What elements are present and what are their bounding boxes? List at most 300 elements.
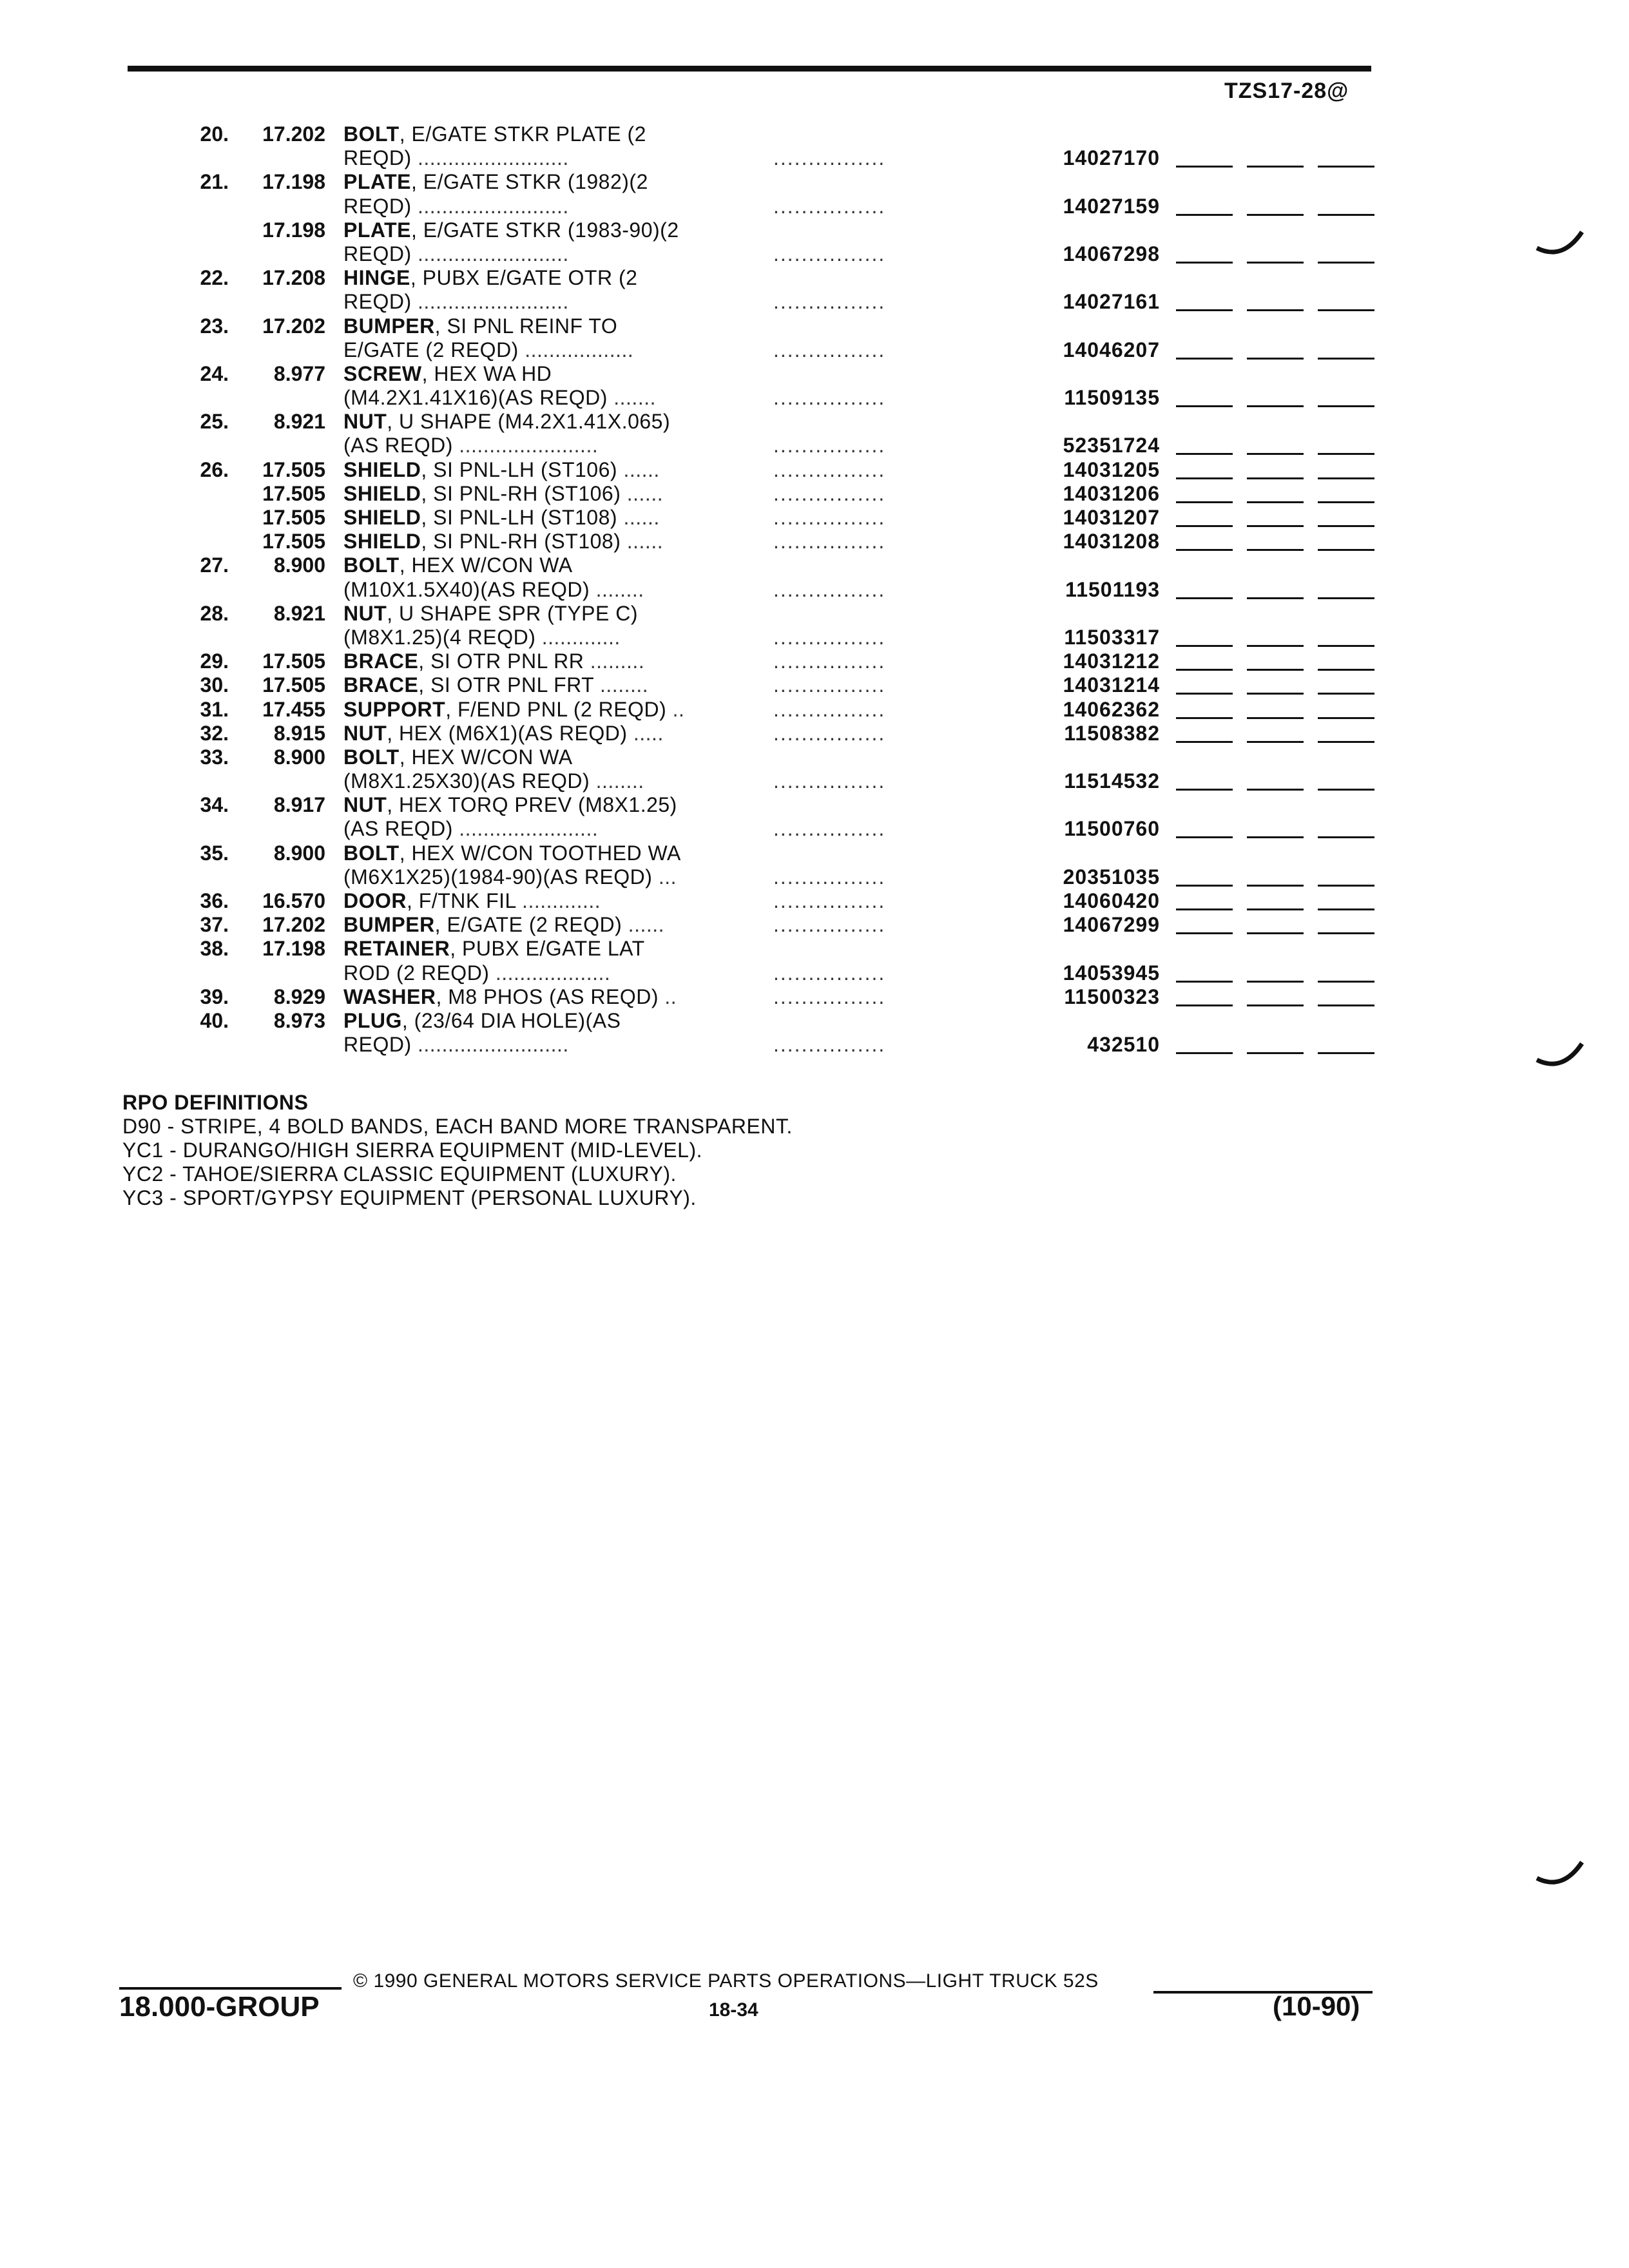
group-number: 17.455 — [262, 697, 325, 721]
blank-line — [1176, 309, 1233, 311]
part-row — [0, 649, 1629, 673]
rpo-line-yc3: YC3 - SPORT/GYPSY EQUIPMENT (PERSONAL LUXURY). — [122, 1186, 697, 1209]
part-description-cont: REQD) — [343, 1033, 412, 1057]
group-number: 17.208 — [262, 266, 325, 290]
blank-line — [1247, 309, 1304, 311]
blank-line — [1176, 932, 1233, 934]
part-detail: , SI PNL-LH (ST106) — [421, 457, 618, 481]
part-description-cont: (M8X1.25)(4 REQD) — [343, 625, 536, 649]
item-number: 25. — [200, 410, 229, 434]
dot-leader: ................ — [773, 817, 886, 841]
part-description — [343, 170, 746, 194]
blank-line — [1318, 908, 1374, 910]
part-number: 14027161 — [1063, 290, 1160, 314]
dot-leader: ................ — [773, 625, 886, 649]
part-name: NUT — [343, 721, 387, 745]
part-name: BUMPER — [343, 913, 435, 937]
quantity-blanks — [1176, 578, 1376, 602]
item-number: 29. — [200, 649, 229, 673]
blank-line — [1247, 358, 1304, 360]
page-code: TZS17-28@ — [1224, 79, 1349, 103]
part-name: BRACE — [343, 673, 419, 697]
part-row — [0, 1033, 1629, 1057]
part-description — [343, 218, 746, 242]
part-description — [343, 506, 746, 530]
group-number: 8.917 — [273, 793, 325, 817]
dot-leader: ................ — [773, 721, 886, 745]
part-name: NUT — [343, 601, 387, 625]
dot-leader: ........ — [590, 769, 644, 793]
part-description — [343, 1009, 746, 1033]
dot-leader: ............. — [516, 889, 601, 912]
part-row — [0, 530, 1629, 553]
group-number: 17.198 — [262, 218, 325, 242]
dot-leader: ........ — [593, 673, 649, 697]
part-row — [0, 913, 1629, 937]
top-rule — [128, 66, 1371, 72]
blank-line — [1176, 645, 1233, 647]
part-number: 11500323 — [1064, 985, 1160, 1008]
group-number: 8.929 — [273, 985, 325, 1008]
dot-leader: ......................... — [411, 146, 569, 170]
part-description-cont: REQD) — [343, 146, 412, 170]
part-description — [343, 649, 746, 673]
part-number: 14031212 — [1063, 649, 1160, 673]
part-description — [343, 961, 746, 985]
part-row — [0, 673, 1629, 697]
part-description — [343, 362, 746, 386]
part-number: 20351035 — [1063, 865, 1160, 889]
part-row — [0, 146, 1629, 170]
part-detail: , PUBX E/GATE LAT — [450, 937, 645, 961]
blank-line — [1247, 549, 1304, 551]
part-row — [0, 722, 1629, 745]
part-detail: , E/GATE (2 REQD) — [434, 913, 622, 937]
quantity-blanks — [1176, 817, 1376, 841]
dot-leader: ................... — [489, 961, 611, 985]
part-description — [343, 673, 746, 697]
part-row — [0, 458, 1629, 482]
item-number: 27. — [200, 553, 229, 577]
blank-line — [1176, 597, 1233, 599]
group-number: 8.900 — [273, 745, 325, 769]
dot-leader: ....................... — [452, 434, 599, 457]
part-row — [0, 793, 1629, 817]
dot-leader: ...... — [622, 913, 665, 937]
part-description-cont: (AS REQD) — [343, 817, 453, 841]
dot-leader: ................ — [773, 242, 886, 265]
part-row — [0, 170, 1629, 194]
blank-line — [1176, 885, 1233, 887]
blank-line — [1247, 908, 1304, 910]
group-number: 17.198 — [262, 170, 325, 194]
part-description — [343, 745, 746, 769]
group-number: 17.202 — [262, 314, 325, 338]
blank-line — [1176, 693, 1233, 695]
quantity-blanks — [1176, 913, 1376, 937]
part-row — [0, 122, 1629, 146]
part-description-cont: (M6X1X25)(1984-90)(AS REQD) — [343, 865, 653, 889]
blank-line — [1176, 358, 1233, 360]
part-number: 14067299 — [1063, 913, 1160, 937]
dot-leader: ................ — [773, 985, 886, 1008]
part-detail: , U SHAPE (M4.2X1.41X.065) — [387, 410, 671, 434]
quantity-blanks — [1176, 434, 1376, 457]
part-row — [0, 338, 1629, 362]
part-row — [0, 410, 1629, 434]
part-name: SCREW — [343, 361, 422, 385]
part-description-cont: REQD) — [343, 290, 412, 314]
quantity-blanks — [1176, 673, 1376, 697]
part-description — [343, 1033, 746, 1057]
blank-line — [1318, 525, 1374, 527]
blank-line — [1247, 262, 1304, 264]
quantity-blanks — [1176, 146, 1376, 170]
blank-line — [1176, 525, 1233, 527]
dot-leader: ................ — [773, 457, 886, 481]
part-name: DOOR — [343, 889, 407, 912]
rpo-line-yc2: YC2 - TAHOE/SIERRA CLASSIC EQUIPMENT (LUXURY). — [122, 1162, 677, 1186]
part-detail: , HEX W/CON WA — [399, 745, 573, 769]
blank-line — [1247, 453, 1304, 455]
part-detail: , SI OTR PNL RR — [418, 649, 584, 673]
dot-leader: ................ — [773, 649, 886, 673]
dot-leader: ................ — [773, 577, 886, 601]
part-name: PLUG — [343, 1008, 402, 1032]
dot-leader: ................ — [773, 697, 886, 721]
part-row — [0, 218, 1629, 242]
blank-line — [1176, 669, 1233, 671]
part-description-cont: ROD (2 REQD) — [343, 961, 490, 985]
part-row — [0, 769, 1629, 793]
part-description-cont: E/GATE (2 REQD) — [343, 338, 519, 361]
blank-line — [1176, 1052, 1233, 1054]
blank-line — [1318, 549, 1374, 551]
part-name: NUT — [343, 410, 387, 434]
part-description-cont: (M8X1.25X30)(AS REQD) — [343, 769, 590, 793]
dot-leader: ............. — [535, 625, 621, 649]
blank-line — [1176, 453, 1233, 455]
dot-leader: ......................... — [411, 290, 569, 314]
blank-line — [1247, 932, 1304, 934]
item-number: 23. — [200, 314, 229, 338]
part-description — [343, 913, 746, 937]
blank-line — [1318, 405, 1374, 407]
blank-line — [1176, 717, 1233, 719]
part-row — [0, 745, 1629, 769]
part-row — [0, 985, 1629, 1009]
part-number: 11514532 — [1064, 769, 1160, 793]
dot-leader: ..... — [627, 721, 664, 745]
blank-line — [1176, 789, 1233, 791]
part-name: BOLT — [343, 745, 400, 769]
dot-leader: ........ — [590, 577, 644, 601]
group-number: 8.977 — [273, 361, 325, 385]
blank-line — [1247, 166, 1304, 168]
part-detail: , F/TNK FIL — [407, 889, 516, 912]
blank-line — [1318, 477, 1374, 479]
blank-line — [1247, 981, 1304, 983]
part-name: WASHER — [343, 985, 436, 1008]
quantity-blanks — [1176, 985, 1376, 1009]
part-detail: , HEX WA HD — [421, 361, 552, 385]
part-row — [0, 1009, 1629, 1033]
part-row — [0, 434, 1629, 457]
part-description-cont: (M4.2X1.41X16)(AS REQD) — [343, 386, 608, 410]
part-name: SHIELD — [343, 457, 421, 481]
part-name: NUT — [343, 793, 387, 817]
part-description — [343, 626, 746, 649]
item-number: 24. — [200, 361, 229, 385]
part-name: HINGE — [343, 266, 410, 290]
dot-leader: .. — [666, 697, 685, 721]
blank-line — [1318, 885, 1374, 887]
part-name: BOLT — [343, 841, 400, 865]
quantity-blanks — [1176, 769, 1376, 793]
blank-line — [1318, 669, 1374, 671]
group-number: 8.973 — [273, 1008, 325, 1032]
part-row — [0, 362, 1629, 386]
part-name: SHIELD — [343, 530, 421, 553]
item-number: 28. — [200, 601, 229, 625]
dot-leader: ................ — [773, 889, 886, 912]
part-row — [0, 865, 1629, 889]
part-row — [0, 889, 1629, 913]
part-row — [0, 602, 1629, 626]
dot-leader: ....... — [607, 386, 656, 410]
part-description — [343, 314, 746, 338]
blank-line — [1318, 453, 1374, 455]
item-number: 34. — [200, 793, 229, 817]
blank-line — [1247, 501, 1304, 503]
blank-line — [1176, 836, 1233, 838]
blank-line — [1247, 645, 1304, 647]
dot-leader: ................ — [773, 865, 886, 889]
part-description-cont: REQD) — [343, 242, 412, 265]
group-number: 17.505 — [262, 673, 325, 697]
part-number: 11508382 — [1064, 721, 1160, 745]
dot-leader: ................ — [773, 194, 886, 218]
part-number: 14062362 — [1063, 697, 1160, 721]
part-name: SUPPORT — [343, 697, 446, 721]
binder-hole-mark-icon — [1534, 226, 1585, 264]
quantity-blanks — [1176, 458, 1376, 482]
part-description — [343, 410, 746, 434]
blank-line — [1247, 789, 1304, 791]
part-description — [343, 553, 746, 577]
group-number: 17.505 — [262, 530, 325, 553]
part-description — [343, 122, 746, 146]
blank-line — [1247, 1004, 1304, 1006]
item-number: 32. — [200, 721, 229, 745]
quantity-blanks — [1176, 482, 1376, 506]
part-detail: , SI OTR PNL FRT — [418, 673, 594, 697]
blank-line — [1176, 166, 1233, 168]
part-number: 14027159 — [1063, 194, 1160, 218]
dot-leader: ......... — [584, 649, 645, 673]
item-number: 31. — [200, 697, 229, 721]
blank-line — [1318, 741, 1374, 743]
quantity-blanks — [1176, 338, 1376, 362]
part-detail: , PUBX E/GATE OTR (2 — [410, 266, 638, 290]
part-row — [0, 698, 1629, 722]
blank-line — [1247, 1052, 1304, 1054]
part-row — [0, 841, 1629, 865]
dot-leader: ......................... — [411, 242, 569, 265]
item-number: 40. — [200, 1008, 229, 1032]
part-description-cont: REQD) — [343, 194, 412, 218]
part-number: 14031206 — [1063, 481, 1160, 505]
part-name: SHIELD — [343, 506, 421, 529]
blank-line — [1318, 214, 1374, 216]
blank-line — [1176, 262, 1233, 264]
part-row — [0, 961, 1629, 985]
part-description — [343, 865, 746, 889]
blank-line — [1318, 166, 1374, 168]
item-number: 39. — [200, 985, 229, 1008]
blank-line — [1176, 549, 1233, 551]
part-description — [343, 338, 746, 362]
part-name: BRACE — [343, 649, 419, 673]
part-name: PLATE — [343, 218, 412, 242]
rpo-line-d90: D90 - STRIPE, 4 BOLD BANDS, EACH BAND MORE TRANSPARENT. — [122, 1115, 793, 1138]
part-row — [0, 242, 1629, 266]
part-name: SHIELD — [343, 481, 421, 505]
quantity-blanks — [1176, 530, 1376, 553]
part-description — [343, 793, 746, 817]
blank-line — [1247, 836, 1304, 838]
part-number: 14031214 — [1063, 673, 1160, 697]
quantity-blanks — [1176, 1033, 1376, 1057]
blank-line — [1176, 981, 1233, 983]
part-number: 14031208 — [1063, 530, 1160, 553]
group-number: 16.570 — [262, 889, 325, 912]
part-description — [343, 458, 746, 482]
footer-rule-left — [119, 1987, 342, 1990]
blank-line — [1247, 717, 1304, 719]
dot-leader: ................ — [773, 769, 886, 793]
part-number: 11509135 — [1064, 386, 1160, 410]
part-name: BOLT — [343, 122, 400, 146]
dot-leader: ................ — [773, 961, 886, 985]
part-row — [0, 386, 1629, 410]
quantity-blanks — [1176, 961, 1376, 985]
quantity-blanks — [1176, 195, 1376, 218]
blank-line — [1318, 597, 1374, 599]
part-number: 14031207 — [1063, 506, 1160, 529]
part-detail: , E/GATE STKR (1982)(2 — [411, 170, 648, 194]
blank-line — [1247, 214, 1304, 216]
part-detail: , SI PNL-LH (ST108) — [421, 506, 618, 529]
part-detail: , SI PNL-RH (ST108) — [421, 530, 621, 553]
part-description — [343, 769, 746, 793]
dot-leader: .. — [659, 985, 677, 1008]
part-row — [0, 266, 1629, 290]
part-detail: , SI PNL-RH (ST106) — [421, 481, 621, 505]
part-detail: , SI PNL REINF TO — [434, 314, 618, 338]
blank-line — [1176, 477, 1233, 479]
quantity-blanks — [1176, 865, 1376, 889]
rpo-definitions — [122, 1091, 793, 1210]
group-number: 8.915 — [273, 721, 325, 745]
blank-line — [1318, 1052, 1374, 1054]
group-number: 8.921 — [273, 410, 325, 434]
part-row — [0, 578, 1629, 602]
quantity-blanks — [1176, 242, 1376, 266]
part-description — [343, 985, 746, 1009]
part-number: 52351724 — [1063, 434, 1160, 457]
footer-date: (10-90) — [1273, 1991, 1360, 2021]
group-number: 17.202 — [262, 122, 325, 146]
part-row — [0, 482, 1629, 506]
part-row — [0, 817, 1629, 841]
quantity-blanks — [1176, 649, 1376, 673]
blank-line — [1318, 717, 1374, 719]
part-description — [343, 195, 746, 218]
part-description — [343, 530, 746, 553]
part-description — [343, 698, 746, 722]
blank-line — [1247, 477, 1304, 479]
group-number: 8.900 — [273, 841, 325, 865]
dot-leader: ................ — [773, 673, 886, 697]
blank-line — [1247, 597, 1304, 599]
footer-page-number: 18-34 — [709, 1999, 758, 2021]
part-detail: , HEX TORQ PREV (M8X1.25) — [387, 793, 677, 817]
part-row — [0, 290, 1629, 314]
blank-line — [1318, 501, 1374, 503]
quantity-blanks — [1176, 698, 1376, 722]
part-number: 432510 — [1087, 1033, 1160, 1057]
item-number: 22. — [200, 266, 229, 290]
dot-leader: ...... — [617, 457, 660, 481]
blank-line — [1318, 836, 1374, 838]
part-description — [343, 889, 746, 913]
part-description — [343, 242, 746, 266]
part-detail: , E/GATE STKR PLATE (2 — [399, 122, 646, 146]
part-number: 11501193 — [1065, 577, 1160, 601]
part-description — [343, 937, 746, 961]
blank-line — [1176, 501, 1233, 503]
dot-leader: ...... — [621, 481, 664, 505]
dot-leader: .................. — [518, 338, 634, 361]
blank-line — [1247, 525, 1304, 527]
group-number: 8.900 — [273, 553, 325, 577]
binder-hole-mark-icon — [1534, 1856, 1585, 1894]
part-row — [0, 314, 1629, 338]
dot-leader: ......................... — [411, 194, 569, 218]
dot-leader: ................ — [773, 338, 886, 361]
quantity-blanks — [1176, 722, 1376, 745]
part-description-cont: (M10X1.5X40)(AS REQD) — [343, 577, 590, 601]
blank-line — [1318, 309, 1374, 311]
item-number: 21. — [200, 170, 229, 194]
part-description-cont: (AS REQD) — [343, 434, 453, 457]
blank-line — [1247, 741, 1304, 743]
part-detail: , (23/64 DIA HOLE)(AS — [401, 1008, 621, 1032]
dot-leader: ......................... — [411, 1033, 569, 1057]
item-number: 35. — [200, 841, 229, 865]
item-number: 38. — [200, 937, 229, 961]
part-row — [0, 195, 1629, 218]
dot-leader: ... — [652, 865, 677, 889]
blank-line — [1318, 932, 1374, 934]
footer-group: 18.000-GROUP — [119, 1991, 320, 2023]
part-description — [343, 290, 746, 314]
item-number: 30. — [200, 673, 229, 697]
dot-leader: ................ — [773, 481, 886, 505]
part-number: 14027170 — [1063, 146, 1160, 170]
part-number: 11503317 — [1064, 625, 1160, 649]
